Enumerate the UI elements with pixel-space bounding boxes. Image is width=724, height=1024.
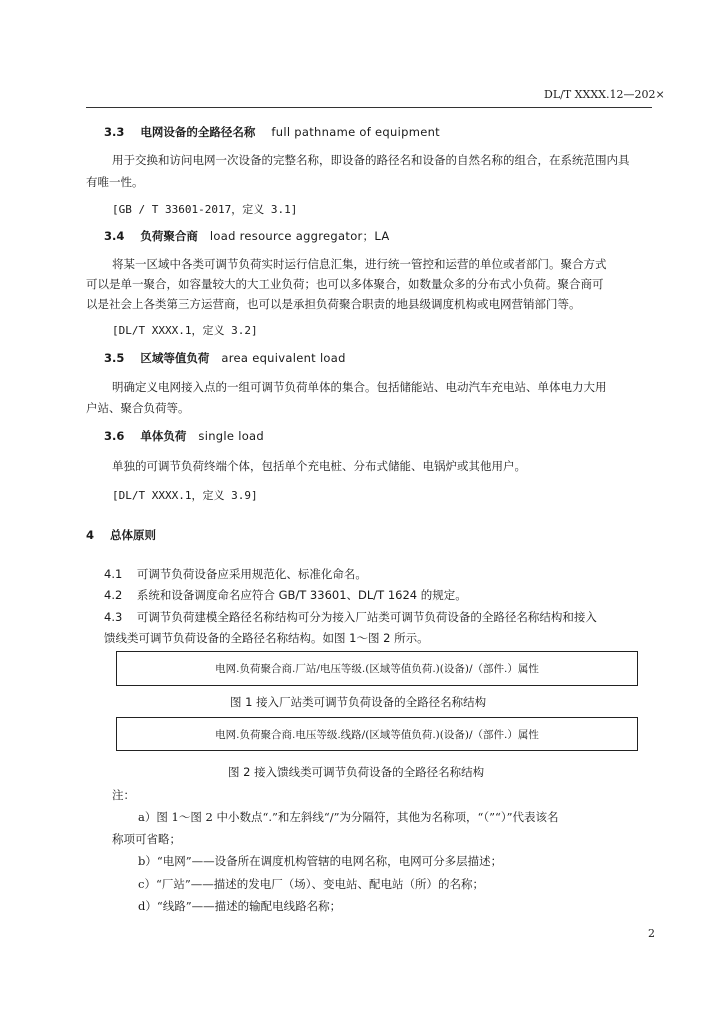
term-cn: 负荷聚合商: [140, 229, 198, 243]
section-3-3-body-line-1: 用于交换和访问电网一次设备的完整名称，即设备的路径名和设备的自然名称的组合，在系统范围内具: [112, 153, 630, 167]
section-3-4-heading: [104, 228, 390, 244]
term-en: full pathname of equipment: [271, 125, 440, 139]
section-3-4-body-line-2: 可以是单一聚合，如容量较大的大工业负荷；也可以多体聚合，如数量众多的分布式小负荷。聚合商可: [86, 277, 604, 291]
section-3-5-body-line-2: 户站、聚合负荷等。: [86, 401, 190, 415]
figure-2-structure-box: [116, 717, 638, 751]
clause-4-3: [104, 609, 597, 625]
figure-1-caption: 图 1 接入厂站类可调节负荷设备的全路径名称结构: [230, 695, 487, 709]
note-a-line-1: a）图 1～图 2 中小数点“.”和左斜线“/”为分隔符，其他为名称项，“（”“）”代表该名: [138, 810, 559, 824]
notes-label: 注：: [112, 788, 135, 802]
note-b: b）“电网”——设备所在调度机构管辖的电网名称，电网可分多层描述；: [138, 854, 503, 868]
term-en: single load: [198, 429, 264, 443]
section-3-4-body-line-1: 将某一区域中各类可调节负荷实时运行信息汇集，进行统一管控和运营的单位或者部门。聚合方式: [112, 257, 607, 271]
term-cn: 单体负荷: [140, 429, 187, 443]
document-code-header: DL/T XXXX.12—202×: [544, 88, 665, 101]
term-cn: 电网设备的全路径名称: [140, 125, 256, 139]
clause-number: 4.1: [104, 567, 123, 581]
clause-number: 4.3: [104, 610, 123, 624]
clause-number: 4.2: [104, 588, 123, 602]
term-en: load resource aggregator；LA: [209, 229, 390, 243]
section-3-6-body-line-1: 单独的可调节负荷终端个体，包括单个充电桩、分布式储能、电锅炉或其他用户。: [112, 459, 526, 473]
figure-1-structure-text: 电网.负荷聚合商.厂站/电压等级.(区域等值负荷.)(设备)/（部件.）属性: [215, 663, 539, 675]
section-number: 3.3: [104, 125, 125, 139]
term-cn: 区域等值负荷: [140, 351, 210, 365]
section-3-3-reference: [GB / T 33601-2017，定义 3.1]: [112, 203, 298, 216]
header-divider: [86, 107, 652, 108]
note-a-line-2: 称项可省略；: [112, 832, 181, 846]
clause-4-3-line-2: 馈线类可调节负荷设备的全路径名称结构。如图 1～图 2 所示。: [104, 631, 429, 645]
figure-2-structure-text: 电网.负荷聚合商.电压等级.线路/(区域等值负荷.)(设备)/（部件.）属性: [215, 728, 539, 741]
section-number: 3.6: [104, 429, 125, 443]
note-c: c）“厂站”——描述的发电厂（场）、变电站、配电站（所）的名称；: [138, 877, 484, 891]
section-3-5-body-line-1: 明确定义电网接入点的一组可调节负荷单体的集合。包括储能站、电动汽车充电站、单体电力大用: [112, 380, 607, 394]
section-3-6-heading: [104, 428, 264, 444]
section-number: 3.4: [104, 229, 125, 243]
clause-text: 可调节负荷设备应采用规范化、标准化命名。: [136, 567, 367, 581]
section-4-heading: [86, 527, 156, 543]
section-3-6-reference: [DL/T XXXX.1，定义 3.9]: [112, 489, 258, 502]
term-en: area equivalent load: [221, 351, 346, 365]
section-3-4-reference: [DL/T XXXX.1，定义 3.2]: [112, 324, 258, 337]
section-3-3-body-line-2: 有唯一性。: [86, 175, 144, 189]
section-3-3-heading: [104, 124, 440, 140]
section-number: 4: [86, 528, 95, 542]
clause-text: 可调节负荷建模全路径名称结构可分为接入厂站类可调节负荷设备的全路径名称结构和接入: [136, 610, 597, 624]
section-3-5-heading: [104, 350, 346, 366]
clause-4-2: [104, 587, 467, 603]
figure-2-caption: 图 2 接入馈线类可调节负荷设备的全路径名称结构: [228, 765, 485, 779]
section-3-4-body-line-3: 以是社会上各类第三方运营商，也可以是承担负荷聚合职责的地县级调度机构或电网营销部门等。: [86, 297, 581, 311]
note-d: d）“线路”——描述的输配电线路名称；: [138, 899, 342, 913]
clause-text: 系统和设备调度命名应符合 GB/T 33601、DL/T 1624 的规定。: [136, 588, 467, 602]
figure-1-structure-box: [116, 651, 638, 686]
section-number: 3.5: [104, 351, 125, 365]
clause-4-1: [104, 566, 367, 582]
page-number: 2: [648, 927, 655, 940]
section-title: 总体原则: [110, 528, 157, 542]
